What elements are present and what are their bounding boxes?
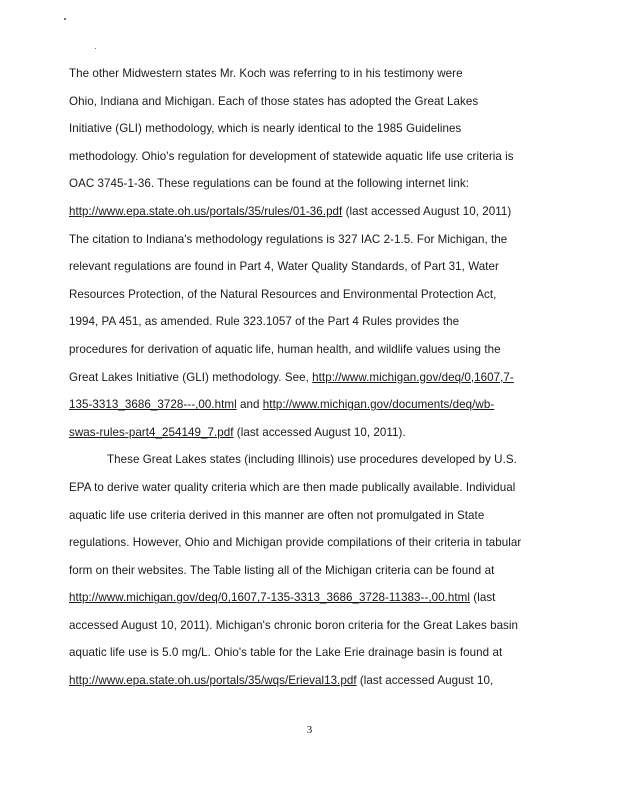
text-line: [69, 364, 549, 392]
text-line: [69, 281, 549, 309]
text-run: methodology. Ohio's regulation for development of statewide aquatic life use criteria is: [69, 149, 514, 163]
text-line: [69, 419, 549, 447]
text-run: regulations. However, Ohio and Michigan provide compilations of their criteria in tabular: [69, 536, 522, 550]
text-run: The citation to Indiana's methodology regulations is 327 IAC 2-1.5. For Michigan, the: [69, 232, 508, 246]
text-run: These Great Lakes states (including Illinois) use procedures developed by U.S.: [107, 453, 517, 467]
text-run: relevant regulations are found in Part 4, Water Quality Standards, of Part 31, Water: [69, 260, 499, 274]
text-line: [69, 253, 549, 281]
text-run: (last accessed August 10, 2011).: [233, 425, 406, 439]
text-line: [69, 612, 549, 640]
text-line: [69, 170, 549, 198]
text-line: [69, 502, 549, 530]
text-line: [69, 115, 549, 143]
text-line: [69, 584, 549, 612]
text-line: [69, 226, 549, 254]
text-line: [69, 198, 549, 226]
text-line: [69, 60, 549, 88]
url-link[interactable]: http://www.michigan.gov/documents/deq/wb-: [262, 398, 495, 412]
text-line: [69, 391, 549, 419]
text-run: Great Lakes Initiative (GLI) methodology. See,: [69, 370, 313, 384]
url-link[interactable]: swas-rules-part4_254149_7.pdf: [69, 425, 234, 439]
text-line: [69, 557, 549, 585]
text-run: The other Midwestern states Mr. Koch was referring to in his testimony were: [69, 67, 463, 80]
text-line: [69, 667, 549, 695]
text-line: [69, 639, 549, 667]
url-link[interactable]: http://www.epa.state.oh.us/portals/35/wqs/Erieval13.pdf: [69, 674, 357, 688]
text-run: (last: [470, 591, 496, 605]
text-run: procedures for derivation of aquatic life, human health, and wildlife values using the: [69, 342, 501, 356]
url-link[interactable]: http://www.michigan.gov/deq/0,1607,7-135-3313_3686_3728-11383--,00.html: [69, 591, 471, 605]
scan-speck: [95, 48, 96, 49]
text-line: [69, 474, 549, 502]
text-run: and: [236, 398, 263, 412]
body-text: [69, 60, 549, 695]
text-line: [69, 88, 549, 116]
url-link[interactable]: 135-3313_3686_3728---,00.html: [69, 398, 237, 412]
text-line: [69, 529, 549, 557]
text-run: Initiative (GLI) methodology, which is nearly identical to the 1985 Guidelines: [69, 122, 462, 136]
text-run: 1994, PA 451, as amended. Rule 323.1057 of the Part 4 Rules provides the: [69, 315, 460, 329]
text-run: Resources Protection, of the Natural Resources and Environmental Protection Act,: [69, 287, 497, 301]
text-run: Ohio, Indiana and Michigan. Each of those states has adopted the Great Lakes: [69, 94, 479, 108]
url-link[interactable]: http://www.epa.state.oh.us/portals/35/rules/01-36.pdf: [69, 204, 343, 218]
text-run: aquatic life use criteria derived in this manner are often not promulgated in State: [69, 508, 485, 522]
text-run: EPA to derive water quality criteria which are then made publically available. Individual: [69, 480, 516, 494]
text-line: [69, 308, 549, 336]
text-run: OAC 3745-1-36. These regulations can be found at the following internet link:: [69, 177, 470, 191]
page-number: 3: [306, 724, 313, 736]
text-run: aquatic life use is 5.0 mg/L. Ohio's table for the Lake Erie drainage basin is found at: [69, 646, 503, 660]
text-line: [69, 336, 549, 364]
text-run: (last accessed August 10,: [356, 674, 494, 688]
text-line: [69, 446, 549, 474]
text-run: (last accessed August 10, 2011): [342, 204, 512, 218]
text-run: form on their websites. The Table listing all of the Michigan criteria can be found at: [69, 563, 495, 577]
text-run: accessed August 10, 2011). Michigan's chronic boron criteria for the Great Lakes basin: [69, 618, 519, 632]
scan-speck: [64, 18, 66, 20]
text-line: [69, 143, 549, 171]
url-link[interactable]: http://www.michigan.gov/deq/0,1607,7-: [312, 370, 514, 384]
